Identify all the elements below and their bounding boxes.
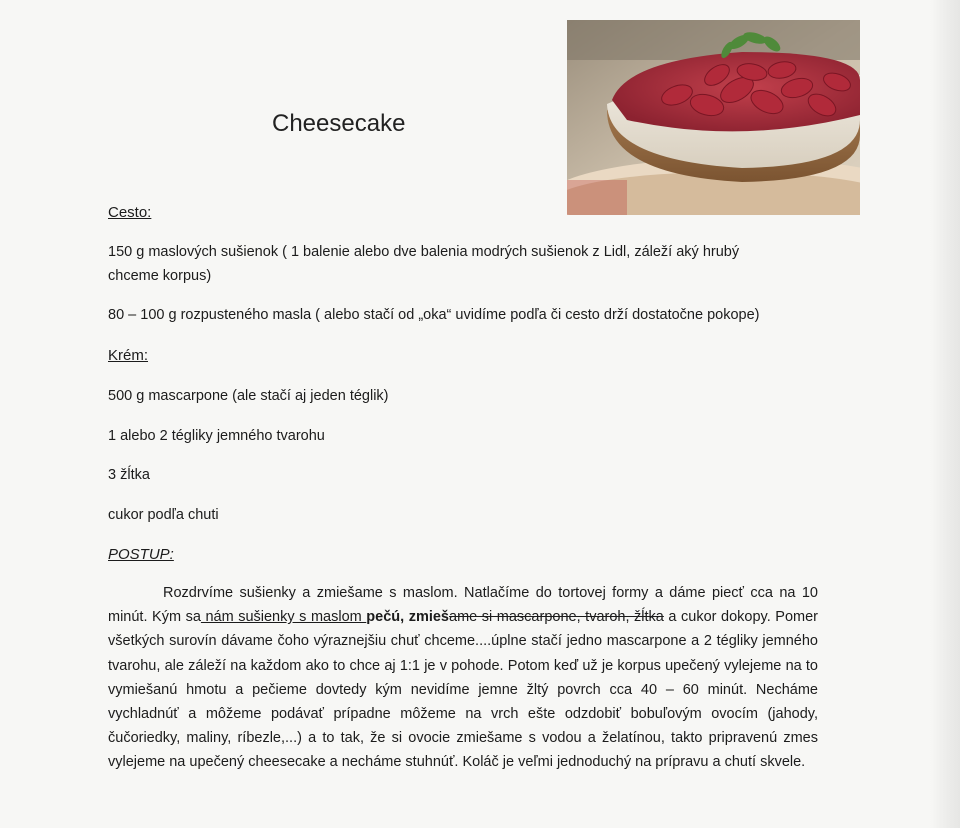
cesto-item-1-line-1: 150 g maslových sušienok ( 1 balenie alebo dve balenia modrých sušienok z Lidl, záleží aký hrubý [108, 244, 740, 260]
section-heading-postup: POSTUP: [108, 546, 174, 563]
page-title: Cheesecake [272, 110, 406, 137]
postup-text-a: Rozdrvíme sušienky a zmiešame s maslom. Natlačíme do tortovej formy a dáme piecť cca na 10 minút. Kým sa [108, 585, 818, 626]
scan-edge [930, 0, 960, 828]
cheesecake-photo [567, 20, 860, 215]
section-heading-cesto: Cesto: [108, 204, 152, 221]
cesto-item-2: 80 – 100 g rozpusteného masla ( alebo stačí od „oka“ uvidíme podľa či cesto drží dostatočne pokope) [108, 307, 760, 323]
postup-text-b: nám sušienky s maslom [200, 609, 367, 626]
cesto-item-1-line-2: chceme korpus) [108, 268, 212, 284]
krem-item-2: 1 alebo 2 tégliky jemného tvarohu [108, 428, 325, 444]
section-heading-krem: Krém: [108, 347, 149, 364]
krem-item-1: 500 g mascarpone (ale stačí aj jeden téglik) [108, 388, 389, 404]
krem-item-4: cukor podľa chuti [108, 507, 219, 523]
krem-item-3: 3 žĺtka [108, 467, 150, 483]
postup-text-c: pečú, zmieš [366, 609, 450, 626]
postup-text-d: ame si mascarpone, tvaroh, žĺtka [449, 609, 664, 626]
postup-text-e: a cukor dokopy. Pomer všetkých surovín dávame čoho výraznejšiu chuť chceme....úplne stačí jedno mascarpone a 2 tégliky jemného tvarohu, ale záleží na každom ako to chce aj 1:1 je v pohode. Potom keď už je korpus upečený vylejeme na to vymiešanú hmotu a pečieme dovtedy kým nevidíme jemne žltý povrch cca 40 – 60 minút. Necháme vychladnúť a môžeme podávať prípadne môžeme na vrch ešte odzdobiť bobuľovým ovocím (jahody, čučoriedky, maliny, ríbezle,...) a to tak, že si ovocie zmiešame s vodou a želatínou, takto pripravenú zmes vylejeme na upečený cheesecake a necháme stuhnúť. Koláč je veľmi jednoduchý na prípravu a chutí skvele. [108, 609, 818, 771]
postup-paragraph [108, 581, 818, 775]
